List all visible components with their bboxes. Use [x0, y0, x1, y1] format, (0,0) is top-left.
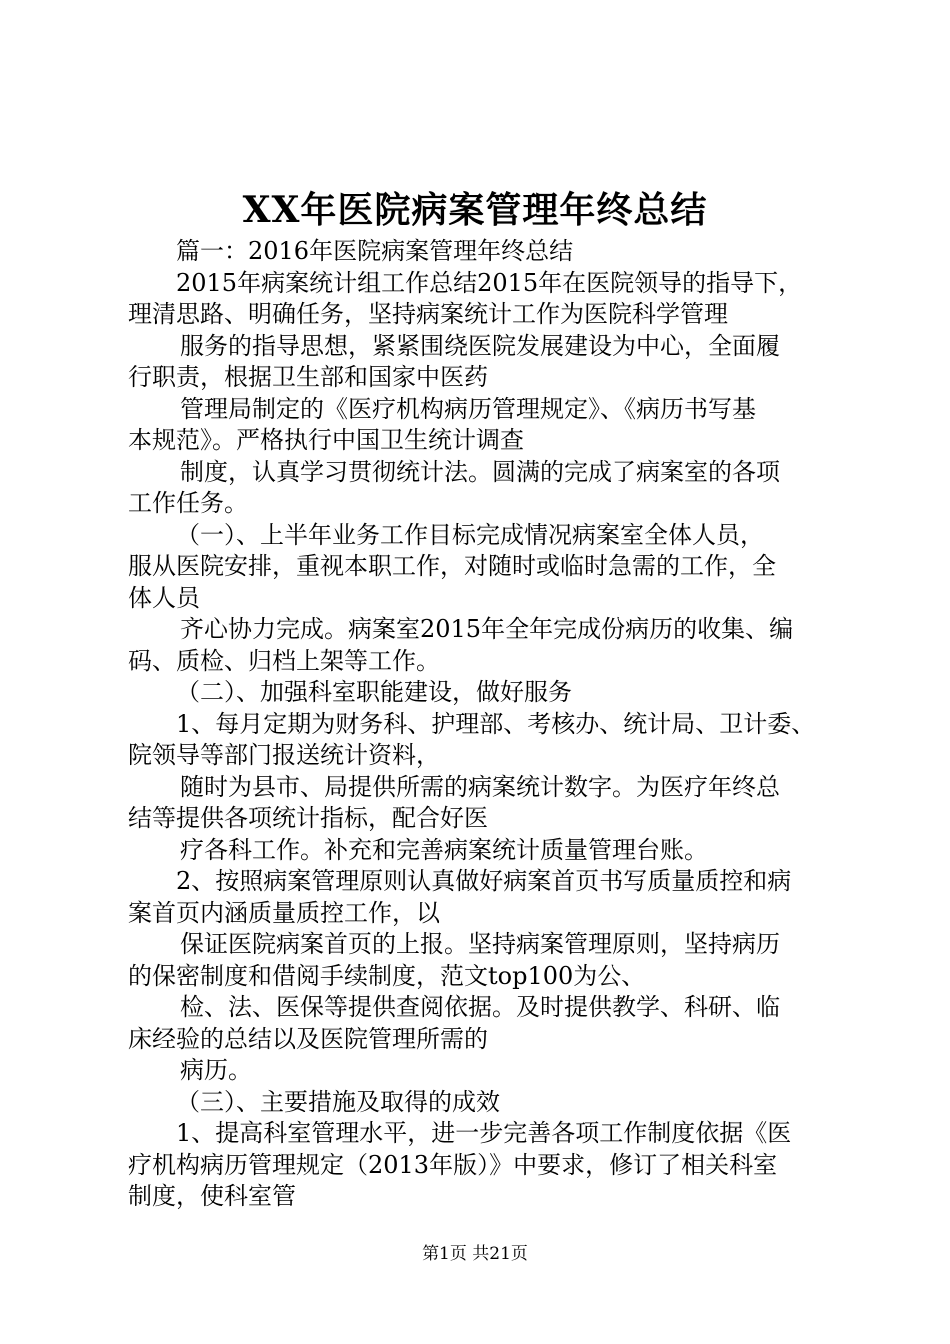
- paragraph-line: 本规范》。严格执行中国卫生统计调查: [128, 426, 524, 454]
- paragraph-line: 1、提高科室管理水平，进一步完善各项工作制度依据《医: [176, 1119, 792, 1147]
- paragraph-line: 1、每月定期为财务科、护理部、考核办、统计局、卫计委、: [176, 709, 816, 738]
- paragraph-line: 工作任务。: [128, 489, 248, 517]
- paragraph-line: 2015年病案统计组工作总结2015年在医院领导的指导下，: [176, 268, 803, 297]
- paragraph-line: 制度，使科室管: [128, 1182, 296, 1210]
- paragraph-line: 行职责，根据卫生部和国家中医药: [128, 363, 488, 391]
- document-title: XX年医院病案管理年终总结: [242, 189, 708, 231]
- paragraph-line: 床经验的总结以及医院管理所需的: [128, 1024, 488, 1053]
- section-heading: 篇一：2016年医院病案管理年终总结: [176, 237, 574, 265]
- paragraph-line: 结等提供各项统计指标，配合好医: [128, 804, 488, 832]
- paragraph-line: 疗各科工作。补充和完善病案统计质量管理台账。: [180, 835, 708, 864]
- paragraph-line: 院领导等部门报送统计资料，: [128, 741, 440, 769]
- paragraph-line: （一）、上半年业务工作目标完成情况病案室全体人员，: [176, 520, 764, 549]
- paragraph-line: 案首页内涵质量质控工作，以: [128, 898, 440, 927]
- paragraph-line: 理清思路、明确任务，坚持病案统计工作为医院科学管理: [128, 300, 728, 328]
- paragraph-line: 疗机构病历管理规定（2013年版）》中要求，修订了相关科室: [128, 1150, 778, 1179]
- paragraph-line: 服务的指导思想，紧紧围绕医院发展建设为中心，全面履: [180, 331, 780, 360]
- paragraph-line: 保证医院病案首页的上报。坚持病案管理原则，坚持病历: [180, 930, 780, 958]
- paragraph-line: 齐心协力完成。病案室2015年全年完成份病历的收集、编: [180, 615, 794, 643]
- section-heading: （二）、加强科室职能建设，做好服务: [176, 678, 572, 706]
- paragraph-line: 病历。: [180, 1056, 252, 1084]
- section-heading: （三）、主要措施及取得的成效: [176, 1087, 500, 1116]
- paragraph-line: 2、按照病案管理原则认真做好病案首页书写质量质控和病: [176, 867, 792, 895]
- paragraph-line: 体人员: [128, 583, 200, 612]
- paragraph-line: 随时为县市、局提供所需的病案统计数字。为医疗年终总: [180, 772, 780, 801]
- paragraph-line: 码、质检、归档上架等工作。: [128, 646, 440, 675]
- paragraph-line: 的保密制度和借阅手续制度，范文top100为公、: [128, 961, 646, 990]
- page-footer: 第1页 共21页: [422, 1244, 528, 1264]
- paragraph-line: 制度，认真学习贯彻统计法。圆满的完成了病案室的各项: [180, 457, 780, 486]
- paragraph-line: 管理局制定的《医疗机构病历管理规定》、《病历书写基: [180, 394, 756, 423]
- paragraph-line: 检、法、医保等提供查阅依据。及时提供教学、科研、临: [180, 993, 780, 1021]
- document-body: [128, 236, 840, 1213]
- paragraph-line: 服从医院安排，重视本职工作，对随时或临时急需的工作，全: [128, 552, 776, 580]
